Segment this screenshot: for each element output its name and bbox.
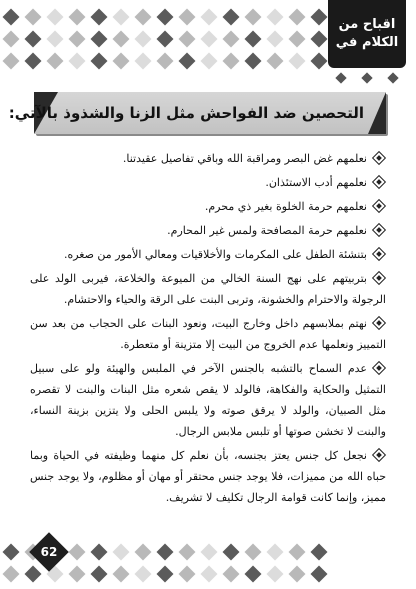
diamond-bullet-icon bbox=[372, 247, 386, 261]
diamond-bullet-icon bbox=[372, 448, 386, 462]
pattern-diamond bbox=[3, 9, 20, 26]
diamond-bullet-icon bbox=[372, 361, 386, 375]
pattern-diamond bbox=[69, 566, 86, 583]
pattern-diamond bbox=[91, 31, 108, 48]
pattern-diamond bbox=[91, 53, 108, 70]
list-item-text: نعلمهم حرمة الخلوة بغير ذي محرم. bbox=[204, 200, 367, 213]
pattern-diamond bbox=[157, 9, 174, 26]
pattern-diamond bbox=[69, 544, 86, 561]
list-item-text: نعلمهم غض البصر ومراقبة الله وباقي تفاصيل عقيدتنا. bbox=[122, 152, 367, 165]
pattern-diamond bbox=[311, 53, 328, 70]
pattern-diamond bbox=[201, 53, 218, 70]
pattern-diamond bbox=[223, 544, 240, 561]
diamond-pattern-top bbox=[0, 6, 330, 72]
list-item bbox=[30, 172, 386, 193]
pattern-diamond bbox=[311, 544, 328, 561]
list-item bbox=[30, 445, 386, 508]
diamond-bullet-icon bbox=[372, 271, 386, 285]
pattern-diamond bbox=[245, 9, 262, 26]
diamond-bullet-icon bbox=[372, 223, 386, 237]
list-item bbox=[30, 313, 386, 355]
pattern-diamond bbox=[223, 566, 240, 583]
pattern-diamond bbox=[201, 9, 218, 26]
list-item bbox=[30, 196, 386, 217]
pattern-diamond bbox=[135, 31, 152, 48]
pattern-diamond bbox=[69, 9, 86, 26]
pattern-diamond bbox=[289, 544, 306, 561]
pattern-diamond bbox=[3, 566, 20, 583]
pattern-diamond bbox=[223, 31, 240, 48]
section-badge-line2: الكلام في bbox=[335, 35, 399, 50]
pattern-diamond bbox=[113, 9, 130, 26]
pattern-diamond bbox=[245, 53, 262, 70]
pattern-diamond bbox=[223, 53, 240, 70]
diamond-bullet-icon bbox=[372, 199, 386, 213]
pattern-diamond bbox=[157, 544, 174, 561]
pattern-diamond bbox=[179, 53, 196, 70]
pattern-diamond bbox=[135, 544, 152, 561]
pattern-diamond bbox=[135, 566, 152, 583]
diamond-bullet-icon bbox=[372, 151, 386, 165]
pattern-diamond bbox=[69, 53, 86, 70]
pattern-diamond bbox=[245, 566, 262, 583]
pattern-diamond bbox=[91, 566, 108, 583]
pattern-diamond bbox=[223, 9, 240, 26]
badge-dots bbox=[328, 74, 406, 82]
list-item-text: نجعل كل جنس يعتز بجنسه، بأن نعلم كل منهما وظيفته في الحياة وبما حباه الله من مميزات، فلا يوجد جنس محتقر أو مهان أو مظلوم، ولا يوجد جنس مميز، وإنما كانت قوامة الرجال تكليف لا تشريف. bbox=[30, 449, 386, 504]
pattern-diamond bbox=[289, 9, 306, 26]
list-item-text: بتنشئة الطفل على المكرمات والأخلاقيات ومعالي الأمور من صغره. bbox=[63, 248, 367, 261]
pattern-diamond bbox=[267, 53, 284, 70]
pattern-diamond bbox=[311, 9, 328, 26]
pattern-diamond bbox=[201, 566, 218, 583]
page-number: 62 bbox=[40, 545, 58, 559]
list-item-text: نهتم بملابسهم داخل وخارج البيت، ونعود البنات على الحجاب من بعد سن التمييز ونعلمها عدم الخروج من البيت إلا متزينة أو متعطرة. bbox=[30, 317, 386, 351]
pattern-diamond bbox=[113, 53, 130, 70]
pattern-diamond bbox=[267, 566, 284, 583]
list-item-text: نعلمهم حرمة المصافحة ولمس غير المحارم. bbox=[167, 224, 367, 237]
pattern-diamond bbox=[267, 9, 284, 26]
pattern-diamond bbox=[201, 31, 218, 48]
pattern-diamond bbox=[47, 31, 64, 48]
section-badge bbox=[328, 0, 406, 68]
pattern-diamond bbox=[267, 544, 284, 561]
list-item-text: نعلمهم أدب الاستئذان. bbox=[265, 176, 367, 189]
pattern-diamond bbox=[25, 53, 42, 70]
pattern-diamond bbox=[289, 31, 306, 48]
list-item bbox=[30, 148, 386, 169]
pattern-diamond bbox=[25, 31, 42, 48]
pattern-diamond bbox=[201, 544, 218, 561]
diamond-bullet-icon bbox=[372, 175, 386, 189]
pattern-diamond bbox=[245, 544, 262, 561]
pattern-diamond bbox=[267, 31, 284, 48]
content-list bbox=[30, 148, 386, 511]
pattern-diamond bbox=[179, 9, 196, 26]
pattern-diamond bbox=[157, 31, 174, 48]
pattern-diamond bbox=[3, 544, 20, 561]
title-bar bbox=[8, 92, 386, 134]
pattern-diamond bbox=[157, 53, 174, 70]
page-title: التحصين ضد الفواحش مثل الزنا والشذوذ بالآتي: bbox=[8, 104, 364, 122]
pattern-diamond bbox=[179, 544, 196, 561]
pattern-diamond bbox=[157, 566, 174, 583]
pattern-diamond bbox=[47, 9, 64, 26]
pattern-diamond bbox=[311, 566, 328, 583]
pattern-diamond bbox=[113, 566, 130, 583]
pattern-diamond bbox=[311, 31, 328, 48]
list-item bbox=[30, 358, 386, 442]
pattern-diamond bbox=[47, 53, 64, 70]
pattern-diamond bbox=[113, 544, 130, 561]
list-item bbox=[30, 244, 386, 265]
pattern-diamond bbox=[113, 31, 130, 48]
pattern-diamond bbox=[135, 53, 152, 70]
pattern-diamond bbox=[245, 31, 262, 48]
pattern-diamond bbox=[3, 31, 20, 48]
page-number-badge bbox=[30, 533, 68, 571]
pattern-diamond bbox=[179, 31, 196, 48]
pattern-diamond bbox=[3, 53, 20, 70]
pattern-diamond bbox=[25, 9, 42, 26]
pattern-diamond bbox=[135, 9, 152, 26]
diamond-bullet-icon bbox=[372, 316, 386, 330]
section-badge-line1: اقباح من bbox=[338, 17, 396, 32]
pattern-diamond bbox=[289, 566, 306, 583]
list-item-text: بتربيتهم على نهج السنة الخالي من الميوعة والخلاعة، فيربى الولد على الرجولة والاحترام والخشونة، وتربى البنت على الرقة والحياء والاحتشام. bbox=[30, 272, 386, 306]
list-item bbox=[30, 268, 386, 310]
pattern-diamond bbox=[69, 31, 86, 48]
pattern-diamond bbox=[91, 9, 108, 26]
list-item bbox=[30, 220, 386, 241]
list-item-text: عدم السماح بالتشبه بالجنس الآخر في الملبس والهيئة ولو على سبيل التمثيل والحكاية والفكاهة، فالولد لا يقص شعره مثل البنات والبنت لا تقصره مثل الصبيان، والولد لا يرقق صوته ولا يلبس الحلى ولا يتزين بزينة النساء، والبنت لا تخشن صوتها أو تلبس ملابس الرجال. bbox=[30, 362, 386, 438]
pattern-diamond bbox=[91, 544, 108, 561]
pattern-diamond bbox=[179, 566, 196, 583]
pattern-diamond bbox=[289, 53, 306, 70]
